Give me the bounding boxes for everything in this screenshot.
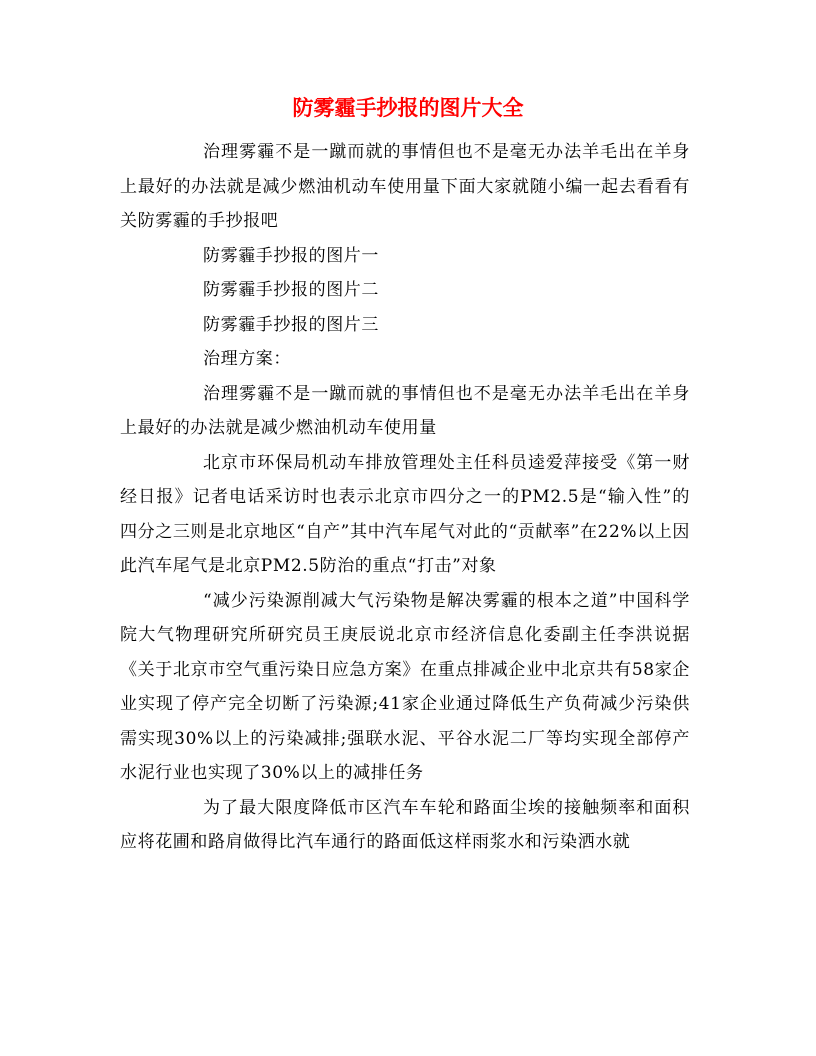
paragraph-intro: 治理雾霾不是一蹴而就的事情但也不是毫无办法羊毛出在羊身上最好的办法就是减少燃油机动车使用量下面大家就随小编一起去看看有关防雾霾的手抄报吧 — [120, 142, 690, 231]
paragraph-pollution-reduction: “减少污染源削减大气污染物是解决雾霾的根本之道”中国科学院大气物理研究所研究员王庚辰说北京市经济信息化委副主任李洪说据《关于北京市空气重污染日应急方案》在重点排减企业中北京共有58家企业实现了停产完全切断了污染源;41家企业通过降低生产负荷减少污染供需实现30%以上的污染减排;强联水泥、平谷水泥二厂等均实现全部停产水泥行业也实现了30%以上的减排任务 — [120, 590, 690, 783]
paragraph-image-1: 防雾霾手抄报的图片一 — [203, 245, 379, 266]
paragraph-plan-text: 治理雾霾不是一蹴而就的事情但也不是毫无办法羊毛出在羊身上最好的办法就是减少燃油机动车使用量 — [120, 383, 690, 438]
paragraph-dust-control: 为了最大限度降低市区汽车车轮和路面尘埃的接触频率和面积应将花圃和路肩做得比汽车通行的路面低这样雨浆水和污染洒水就 — [120, 797, 690, 852]
document-title: 防雾霾手抄报的图片大全 — [292, 95, 524, 120]
paragraph-image-2: 防雾霾手抄报的图片二 — [203, 280, 379, 300]
paragraph-image-3: 防雾霾手抄报的图片三 — [203, 314, 379, 335]
document-body — [120, 135, 690, 860]
paragraph-plan-heading: 治理方案： — [203, 349, 291, 369]
paragraph-beijing-epb: 北京市环保局机动车排放管理处主任科员逵爱萍接受《第一财经日报》记者电话采访时也表示北京市四分之一的PM2.5是“输入性”的四分之三则是北京地区“自产”其中汽车尾气对此的“贡献率”在22%以上因此汽车尾气是北京PM2.5防治的重点“打击”对象 — [120, 452, 690, 576]
